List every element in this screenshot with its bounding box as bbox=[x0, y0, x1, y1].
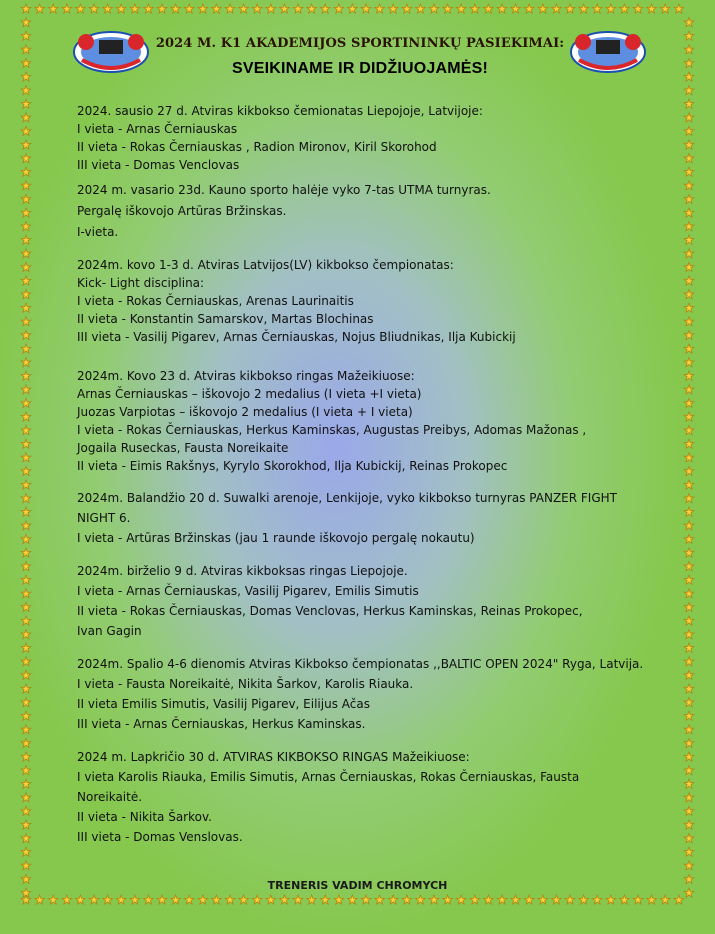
star-icon bbox=[684, 154, 694, 163]
achievement-section bbox=[77, 654, 657, 734]
result-line: Kick- Light disciplina: bbox=[77, 276, 205, 290]
star-icon bbox=[130, 895, 140, 904]
star-icon bbox=[684, 358, 694, 367]
star-icon bbox=[684, 657, 694, 666]
star-icon bbox=[171, 895, 181, 904]
star-icon bbox=[684, 194, 694, 203]
star-icon bbox=[348, 895, 358, 904]
star-icon bbox=[684, 548, 694, 557]
star-icon bbox=[130, 4, 140, 13]
star-icon bbox=[684, 290, 694, 299]
star-icon bbox=[198, 4, 208, 13]
star-icon bbox=[212, 4, 222, 13]
star-icon bbox=[21, 18, 31, 27]
star-icon bbox=[456, 4, 466, 13]
star-icon bbox=[21, 317, 31, 326]
star-icon bbox=[647, 895, 657, 904]
star-icon bbox=[103, 895, 113, 904]
result-line: I vieta - Arnas Černiauskas bbox=[77, 122, 238, 136]
star-icon bbox=[89, 4, 99, 13]
star-icon bbox=[21, 793, 31, 802]
star-icon bbox=[21, 534, 31, 543]
star-icon bbox=[21, 262, 31, 271]
star-icon bbox=[684, 589, 694, 598]
star-icon bbox=[144, 895, 154, 904]
result-line: Jogaila Ruseckas, Fausta Noreikaite bbox=[77, 441, 289, 455]
star-icon bbox=[21, 589, 31, 598]
star-icon bbox=[48, 4, 58, 13]
star-icon bbox=[21, 494, 31, 503]
star-icon bbox=[684, 562, 694, 571]
star-icon bbox=[674, 895, 684, 904]
page-subtitle: SVEIKINAME IR DIDŽIUOJAMĖS! bbox=[231, 60, 489, 77]
star-icon bbox=[565, 4, 575, 13]
star-icon bbox=[684, 45, 694, 54]
star-icon bbox=[497, 4, 507, 13]
achievement-section bbox=[77, 747, 657, 847]
star-icon bbox=[606, 895, 616, 904]
star-icon bbox=[684, 412, 694, 421]
star-icon bbox=[21, 72, 31, 81]
star-icon bbox=[21, 453, 31, 462]
star-icon bbox=[684, 534, 694, 543]
star-icon bbox=[684, 494, 694, 503]
result-line: II vieta - Nikita Šarkov. bbox=[77, 810, 212, 824]
k1-academy-logo-right bbox=[569, 30, 647, 74]
star-icon bbox=[388, 4, 398, 13]
star-icon bbox=[21, 126, 31, 135]
result-line: I vieta - Rokas Černiauskas, Herkus Kaminskas, Augustas Preibys, Adomas Mažonas , bbox=[77, 423, 587, 437]
result-line: II vieta Emilis Simutis, Vasilij Pigarev, Eilijus Ačas bbox=[77, 697, 370, 711]
result-line: III vieta - Vasilij Pigarev, Arnas Černiauskas, Nojus Bliudnikas, Ilja Kubickij bbox=[77, 330, 516, 344]
section-heading: 2024m. Spalio 4-6 dienomis Atviras Kikbokso čempionatas ,,BALTIC OPEN 2024" Ryga, Latvija. bbox=[77, 657, 644, 671]
star-icon bbox=[684, 766, 694, 775]
star-icon bbox=[684, 167, 694, 176]
star-icon bbox=[524, 4, 534, 13]
star-icon bbox=[684, 575, 694, 584]
star-icon bbox=[21, 806, 31, 815]
star-icon bbox=[21, 562, 31, 571]
star-icon bbox=[552, 895, 562, 904]
star-icon bbox=[684, 58, 694, 67]
star-icon bbox=[684, 303, 694, 312]
star-icon bbox=[293, 4, 303, 13]
star-icon bbox=[252, 895, 262, 904]
result-line: I vieta - Arnas Černiauskas, Vasilij Pigarev, Emilis Simutis bbox=[77, 584, 419, 598]
star-icon bbox=[684, 820, 694, 829]
star-icon bbox=[21, 358, 31, 367]
star-icon bbox=[21, 466, 31, 475]
star-icon bbox=[684, 398, 694, 407]
star-icon bbox=[684, 235, 694, 244]
star-icon bbox=[402, 895, 412, 904]
star-icon bbox=[684, 249, 694, 258]
star-icon bbox=[348, 4, 358, 13]
star-icon bbox=[684, 630, 694, 639]
achievement-section bbox=[77, 102, 657, 174]
star-icon bbox=[21, 167, 31, 176]
page-title: 2024 M. K1 AKADEMIJOS SPORTININKŲ PASIEKIMAI: bbox=[155, 36, 565, 51]
star-icon bbox=[684, 698, 694, 707]
star-icon bbox=[684, 99, 694, 108]
achievement-section bbox=[77, 180, 657, 243]
star-icon bbox=[21, 507, 31, 516]
star-icon bbox=[21, 738, 31, 747]
star-icon bbox=[684, 330, 694, 339]
result-line: II vieta - Eimis Rakšnys, Kyrylo Skorokhod, Ilja Kubickij, Reinas Prokopec bbox=[77, 459, 508, 473]
star-icon bbox=[21, 521, 31, 530]
star-icon bbox=[21, 480, 31, 489]
star-icon bbox=[21, 725, 31, 734]
star-icon bbox=[684, 602, 694, 611]
star-icon bbox=[21, 330, 31, 339]
star-icon bbox=[21, 154, 31, 163]
result-line: I vieta Karolis Riauka, Emilis Simutis, Arnas Černiauskas, Rokas Černiauskas, Fausta bbox=[77, 770, 580, 784]
star-icon bbox=[684, 276, 694, 285]
result-line: I vieta - Rokas Černiauskas, Arenas Laurinaitis bbox=[77, 294, 354, 308]
star-icon bbox=[21, 58, 31, 67]
star-icon bbox=[184, 895, 194, 904]
star-icon bbox=[157, 4, 167, 13]
star-icon bbox=[684, 426, 694, 435]
star-icon bbox=[684, 72, 694, 81]
star-icon bbox=[21, 895, 31, 904]
star-icon bbox=[21, 4, 31, 13]
star-icon bbox=[684, 480, 694, 489]
star-icon bbox=[21, 222, 31, 231]
star-icon bbox=[21, 548, 31, 557]
star-icon bbox=[280, 4, 290, 13]
star-icon bbox=[456, 895, 466, 904]
star-icon bbox=[684, 126, 694, 135]
star-icon bbox=[21, 398, 31, 407]
k1-academy-logo-left bbox=[72, 30, 150, 74]
star-icon bbox=[579, 895, 589, 904]
star-icon bbox=[21, 752, 31, 761]
star-icon bbox=[266, 895, 276, 904]
result-line: II vieta - Konstantin Samarskov, Martas Blochinas bbox=[77, 312, 374, 326]
star-icon bbox=[184, 4, 194, 13]
star-icon bbox=[280, 895, 290, 904]
coach-signature: TRENERIS VADIM CHROMYCH bbox=[267, 879, 448, 892]
star-icon bbox=[684, 752, 694, 761]
star-icon bbox=[524, 895, 534, 904]
star-icon bbox=[684, 113, 694, 122]
result-line: III vieta - Domas Venclovas bbox=[77, 158, 240, 172]
result-line: I-vieta. bbox=[77, 225, 119, 239]
result-line: III vieta - Arnas Černiauskas, Herkus Kaminskas. bbox=[77, 717, 366, 731]
star-icon bbox=[334, 4, 344, 13]
star-icon bbox=[684, 834, 694, 843]
star-icon bbox=[35, 4, 45, 13]
star-icon bbox=[592, 895, 602, 904]
result-line: III vieta - Domas Venslovas. bbox=[77, 830, 243, 844]
star-icon bbox=[212, 895, 222, 904]
star-icon bbox=[443, 895, 453, 904]
star-icon bbox=[684, 371, 694, 380]
star-icon bbox=[21, 643, 31, 652]
star-icon bbox=[684, 738, 694, 747]
star-icon bbox=[511, 895, 521, 904]
star-icon bbox=[76, 895, 86, 904]
star-icon bbox=[21, 181, 31, 190]
star-icon bbox=[684, 344, 694, 353]
star-icon bbox=[21, 602, 31, 611]
result-line: II vieta - Rokas Černiauskas , Radion Mironov, Kiril Skorohod bbox=[77, 140, 437, 154]
star-icon bbox=[375, 895, 385, 904]
star-icon bbox=[21, 99, 31, 108]
star-icon bbox=[684, 725, 694, 734]
star-icon bbox=[684, 711, 694, 720]
achievements-list bbox=[77, 102, 657, 847]
star-icon bbox=[62, 4, 72, 13]
star-icon bbox=[388, 895, 398, 904]
star-icon bbox=[538, 4, 548, 13]
star-icon bbox=[497, 895, 507, 904]
star-icon bbox=[684, 847, 694, 856]
star-icon bbox=[416, 895, 426, 904]
star-icon bbox=[21, 276, 31, 285]
result-line: Noreikaitė. bbox=[77, 790, 143, 804]
result-line: Arnas Černiauskas – iškovojo 2 medalius (I vieta +I vieta) bbox=[77, 387, 422, 401]
star-icon bbox=[470, 895, 480, 904]
star-icon bbox=[239, 895, 249, 904]
star-icon bbox=[320, 895, 330, 904]
section-heading: 2024 m. vasario 23d. Kauno sporto halėje vyko 7-tas UTMA turnyras. bbox=[77, 183, 491, 197]
star-icon bbox=[620, 895, 630, 904]
star-icon bbox=[620, 4, 630, 13]
star-icon bbox=[684, 222, 694, 231]
star-icon bbox=[21, 113, 31, 122]
star-icon bbox=[239, 4, 249, 13]
star-icon bbox=[21, 575, 31, 584]
star-icon bbox=[225, 895, 235, 904]
star-icon bbox=[21, 344, 31, 353]
star-icon bbox=[171, 4, 181, 13]
star-icon bbox=[21, 766, 31, 775]
star-icon bbox=[21, 371, 31, 380]
star-icon bbox=[361, 4, 371, 13]
star-icon bbox=[21, 834, 31, 843]
star-icon bbox=[21, 208, 31, 217]
star-icon bbox=[429, 4, 439, 13]
star-icon bbox=[89, 895, 99, 904]
star-icon bbox=[684, 18, 694, 27]
section-heading: 2024m. Balandžio 20 d. Suwalki arenoje, Lenkijoje, vyko kikbokso turnyras PANZER FIGHT bbox=[77, 491, 617, 505]
star-icon bbox=[21, 711, 31, 720]
star-icon bbox=[633, 895, 643, 904]
star-icon bbox=[684, 31, 694, 40]
star-icon bbox=[470, 4, 480, 13]
star-icon bbox=[320, 4, 330, 13]
star-icon bbox=[684, 466, 694, 475]
star-icon bbox=[660, 4, 670, 13]
section-heading: 2024m. Kovo 23 d. Atviras kikbokso ringas Mažeikiuose: bbox=[77, 369, 415, 383]
result-line: I vieta - Artūras Bržinskas (jau 1 raunde iškovojo pergalę nokautu) bbox=[77, 531, 475, 545]
star-icon bbox=[684, 670, 694, 679]
star-icon bbox=[21, 439, 31, 448]
star-icon bbox=[684, 385, 694, 394]
achievement-section bbox=[77, 367, 657, 475]
star-icon bbox=[157, 895, 167, 904]
star-icon bbox=[21, 86, 31, 95]
star-icon bbox=[307, 895, 317, 904]
section-heading: 2024 m. Lapkričio 30 d. ATVIRAS KIKBOKSO RINGAS Mažeikiuose: bbox=[77, 750, 470, 764]
star-icon bbox=[660, 895, 670, 904]
star-icon bbox=[48, 895, 58, 904]
star-icon bbox=[144, 4, 154, 13]
star-icon bbox=[21, 290, 31, 299]
star-icon bbox=[565, 895, 575, 904]
star-icon bbox=[606, 4, 616, 13]
star-icon bbox=[684, 684, 694, 693]
star-icon bbox=[21, 412, 31, 421]
section-heading: 2024. sausio 27 d. Atviras kikbokso čemionatas Liepojoje, Latvijoje: bbox=[77, 104, 483, 118]
star-icon bbox=[116, 895, 126, 904]
star-icon bbox=[684, 317, 694, 326]
star-icon bbox=[684, 779, 694, 788]
star-icon bbox=[21, 385, 31, 394]
star-icon bbox=[443, 4, 453, 13]
star-icon bbox=[21, 616, 31, 625]
section-heading: 2024m. kovo 1-3 d. Atviras Latvijos(LV) kikbokso čempionatas: bbox=[77, 258, 454, 272]
achievement-section bbox=[77, 561, 657, 641]
star-icon bbox=[674, 4, 684, 13]
star-icon bbox=[375, 4, 385, 13]
star-icon bbox=[21, 45, 31, 54]
star-icon bbox=[21, 194, 31, 203]
star-icon bbox=[21, 684, 31, 693]
star-icon bbox=[402, 4, 412, 13]
star-icon bbox=[684, 439, 694, 448]
star-icon bbox=[361, 895, 371, 904]
star-icon bbox=[21, 698, 31, 707]
star-icon bbox=[684, 140, 694, 149]
star-icon bbox=[21, 235, 31, 244]
star-icon bbox=[647, 4, 657, 13]
star-icon bbox=[579, 4, 589, 13]
star-icon bbox=[198, 895, 208, 904]
star-icon bbox=[21, 820, 31, 829]
section-heading: 2024m. birželio 9 d. Atviras kikboksas ringas Liepojoje. bbox=[77, 564, 408, 578]
star-icon bbox=[684, 507, 694, 516]
achievement-section bbox=[77, 256, 657, 346]
star-icon bbox=[21, 847, 31, 856]
star-icon bbox=[307, 4, 317, 13]
star-icon bbox=[684, 861, 694, 870]
star-icon bbox=[252, 4, 262, 13]
star-icon bbox=[21, 779, 31, 788]
star-icon bbox=[76, 4, 86, 13]
star-icon bbox=[103, 4, 113, 13]
result-line: Ivan Gagin bbox=[77, 624, 142, 638]
star-icon bbox=[684, 793, 694, 802]
star-icon bbox=[334, 895, 344, 904]
result-line: I vieta - Fausta Noreikaitė, Nikita Šarkov, Karolis Riauka. bbox=[77, 677, 414, 691]
star-icon bbox=[116, 4, 126, 13]
star-icon bbox=[21, 249, 31, 258]
star-icon bbox=[684, 453, 694, 462]
star-icon bbox=[416, 4, 426, 13]
star-icon bbox=[21, 140, 31, 149]
star-icon bbox=[684, 262, 694, 271]
star-icon bbox=[552, 4, 562, 13]
star-icon bbox=[293, 895, 303, 904]
star-icon bbox=[684, 806, 694, 815]
star-icon bbox=[484, 4, 494, 13]
star-icon bbox=[684, 86, 694, 95]
star-icon bbox=[684, 181, 694, 190]
result-line: NIGHT 6. bbox=[77, 511, 131, 525]
star-icon bbox=[21, 303, 31, 312]
achievement-section bbox=[77, 488, 657, 548]
result-line: Juozas Varpiotas – iškovojo 2 medalius (I vieta + I vieta) bbox=[77, 405, 413, 419]
star-icon bbox=[684, 208, 694, 217]
result-line: Pergalę iškovojo Artūras Bržinskas. bbox=[77, 204, 287, 218]
star-icon bbox=[633, 4, 643, 13]
star-icon bbox=[592, 4, 602, 13]
star-icon bbox=[684, 643, 694, 652]
star-icon bbox=[21, 657, 31, 666]
star-icon bbox=[21, 861, 31, 870]
star-icon bbox=[684, 521, 694, 530]
star-icon bbox=[62, 895, 72, 904]
star-icon bbox=[225, 4, 235, 13]
star-icon bbox=[429, 895, 439, 904]
star-icon bbox=[21, 31, 31, 40]
star-icon bbox=[21, 426, 31, 435]
star-icon bbox=[21, 630, 31, 639]
result-line: II vieta - Rokas Černiauskas, Domas Venclovas, Herkus Kaminskas, Reinas Prokopec, bbox=[77, 604, 583, 618]
star-icon bbox=[21, 670, 31, 679]
star-icon bbox=[484, 895, 494, 904]
star-icon bbox=[511, 4, 521, 13]
star-icon bbox=[538, 895, 548, 904]
star-icon bbox=[35, 895, 45, 904]
star-icon bbox=[684, 616, 694, 625]
star-icon bbox=[266, 4, 276, 13]
